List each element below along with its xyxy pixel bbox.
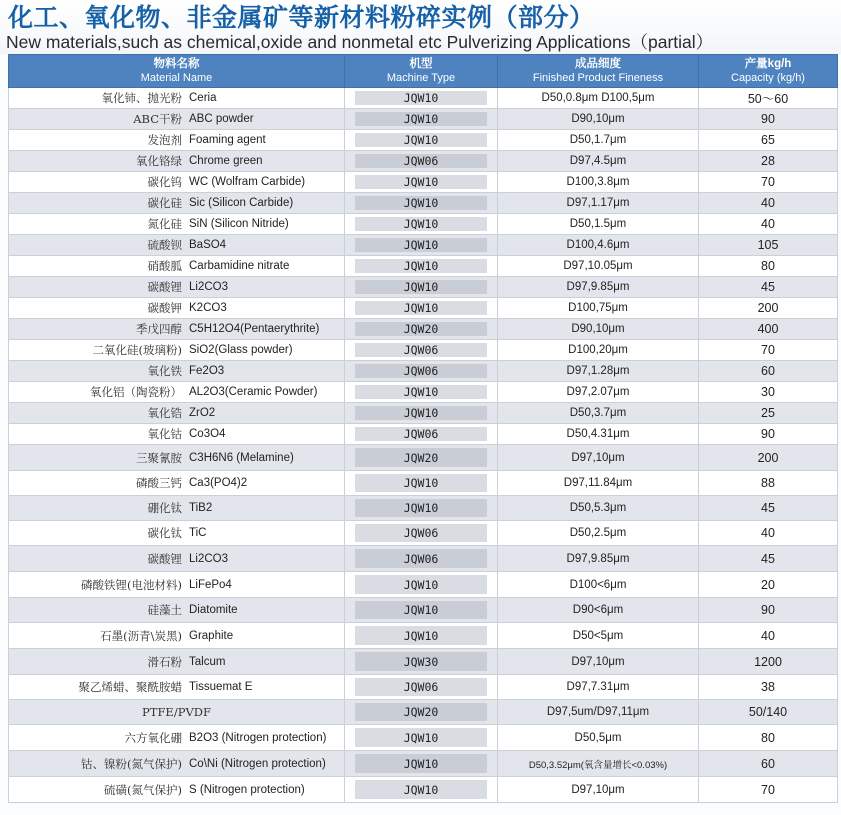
table-row <box>9 214 838 235</box>
table-row <box>9 546 838 572</box>
header-material-en: Material Name <box>140 72 213 84</box>
cell-capacity: 1200 <box>699 649 838 675</box>
table-row <box>9 109 838 130</box>
cell-fineness: D97,10μm <box>498 777 699 803</box>
machine-type-value: JQW06 <box>403 154 439 168</box>
cell-material <box>9 319 345 340</box>
machine-type-value: JQW10 <box>403 133 439 147</box>
header-capacity-cn: 产量kg/h <box>744 58 792 70</box>
machine-type-value: JQW06 <box>403 551 439 566</box>
material-name-cn: 氧化铁 <box>147 364 182 378</box>
material-name-cn: PTFE/PVDF <box>142 705 211 719</box>
cell-material <box>9 256 345 277</box>
cell-material <box>9 151 345 172</box>
cell-fineness: D50,0.8μm D100,5μm <box>498 88 699 109</box>
header-machine-cn: 机型 <box>409 58 433 70</box>
table-row <box>9 598 838 623</box>
machine-type-value: JQW20 <box>403 322 439 336</box>
material-name-cn: 磷酸铁锂(电池材料) <box>81 577 182 592</box>
table-header-row <box>9 55 838 88</box>
table-row <box>9 256 838 277</box>
table-row <box>9 340 838 361</box>
header-fineness <box>498 55 699 88</box>
cell-capacity: 90 <box>699 424 838 445</box>
machine-type-value: JQW10 <box>403 196 439 210</box>
table-row <box>9 424 838 445</box>
table-row <box>9 725 838 751</box>
cell-fineness: D97,9.85μm <box>498 277 699 298</box>
table-row <box>9 751 838 777</box>
cell-machine-type <box>345 649 498 675</box>
cell-material <box>9 403 345 424</box>
material-name-cn: 碳化钨 <box>147 175 182 189</box>
material-name-cn: 氧化铝（陶瓷粉） <box>90 385 182 399</box>
table-row <box>9 445 838 471</box>
machine-type-value: JQW10 <box>403 501 439 515</box>
cell-capacity: 40 <box>699 521 838 546</box>
table-row <box>9 572 838 598</box>
cell-machine-type <box>345 572 498 598</box>
cell-capacity: 105 <box>699 235 838 256</box>
material-name-en: TiC <box>189 527 207 539</box>
table-body <box>9 88 838 803</box>
table-row <box>9 88 838 109</box>
table-row <box>9 471 838 496</box>
cell-machine-type <box>345 777 498 803</box>
cell-material <box>9 725 345 751</box>
material-name-en: ZrO2 <box>189 407 216 419</box>
cell-fineness: D50<5μm <box>498 623 699 649</box>
cell-fineness: D97,1.28μm <box>498 361 699 382</box>
material-name-en: Chrome green <box>189 155 263 167</box>
cell-machine-type <box>345 424 498 445</box>
cell-capacity: 88 <box>699 471 838 496</box>
cell-machine-type <box>345 598 498 623</box>
cell-fineness: D97,10μm <box>498 445 699 471</box>
cell-capacity: 50～60 <box>699 88 838 109</box>
cell-fineness: D50,5.3μm <box>498 496 699 521</box>
machine-type-value: JQW10 <box>403 112 439 126</box>
table-row <box>9 777 838 803</box>
material-name-cn: 硫酸钡 <box>147 238 182 252</box>
material-name-en: Co\Ni (Nitrogen protection) <box>189 757 326 770</box>
cell-capacity: 38 <box>699 675 838 700</box>
cell-machine-type <box>345 382 498 403</box>
material-name-en: C3H6N6 (Melamine) <box>189 451 294 464</box>
material-name-en: ABC powder <box>189 113 254 125</box>
material-name-cn: 硼化钛 <box>147 501 182 515</box>
material-name-en: WC (Wolfram Carbide) <box>189 176 306 188</box>
table-row <box>9 172 838 193</box>
cell-fineness: D100,3.8μm <box>498 172 699 193</box>
material-name-en: Ceria <box>189 92 217 104</box>
material-name-en: Sic (Silicon Carbide) <box>189 197 294 209</box>
cell-material <box>9 623 345 649</box>
material-name-cn: 滑石粉 <box>147 654 182 669</box>
cell-capacity: 200 <box>699 298 838 319</box>
cell-machine-type <box>345 214 498 235</box>
header-capacity <box>699 55 838 88</box>
cell-material <box>9 572 345 598</box>
cell-fineness: D50,4.31μm <box>498 424 699 445</box>
cell-material <box>9 751 345 777</box>
cell-capacity: 20 <box>699 572 838 598</box>
cell-capacity: 200 <box>699 445 838 471</box>
table-row <box>9 382 838 403</box>
applications-table <box>8 54 838 803</box>
page-subtitle: New materials,such as chemical,oxide and nonmetal etc Pulverizing Applications（partial） <box>6 32 714 52</box>
cell-material <box>9 382 345 403</box>
material-name-en: Carbamidine nitrate <box>189 260 290 272</box>
cell-machine-type <box>345 623 498 649</box>
cell-machine-type <box>345 88 498 109</box>
cell-machine-type <box>345 193 498 214</box>
table-row <box>9 277 838 298</box>
machine-type-value: JQW06 <box>403 427 439 441</box>
material-name-cn: 氧化锆 <box>147 406 182 420</box>
cell-material <box>9 235 345 256</box>
cell-material <box>9 340 345 361</box>
material-name-cn: 磷酸三钙 <box>136 476 182 490</box>
material-name-cn: ABC干粉 <box>133 112 182 126</box>
material-name-cn: 碳酸锂 <box>147 551 182 566</box>
cell-capacity: 80 <box>699 725 838 751</box>
table-row <box>9 193 838 214</box>
material-name-cn: 硝酸胍 <box>147 259 182 273</box>
header-material-cn: 物料名称 <box>153 58 200 70</box>
material-name-cn: 碳化钛 <box>147 526 182 540</box>
cell-fineness: D50,3.52μm(氧含量增长<0.03%) <box>498 751 699 777</box>
cell-machine-type <box>345 319 498 340</box>
material-name-cn: 钴、镍粉(氮气保护) <box>81 756 182 771</box>
machine-type-value: JQW10 <box>403 217 439 231</box>
cell-machine-type <box>345 298 498 319</box>
machine-type-value: JQW10 <box>403 476 439 490</box>
machine-type-value: JQW10 <box>403 406 439 420</box>
cell-machine-type <box>345 151 498 172</box>
material-name-en: BaSO4 <box>189 239 227 251</box>
machine-type-value: JQW06 <box>403 526 439 540</box>
header-fineness-cn: 成品细度 <box>575 58 621 70</box>
material-name-cn: 氮化硅 <box>147 217 182 231</box>
cell-material <box>9 361 345 382</box>
cell-fineness: D97,9.85μm <box>498 546 699 572</box>
material-name-cn: 碳化硅 <box>147 196 182 210</box>
material-name-en: AL2O3(Ceramic Powder) <box>189 386 318 398</box>
cell-material <box>9 172 345 193</box>
material-name-en: K2CO3 <box>189 302 227 314</box>
cell-material <box>9 277 345 298</box>
page-header <box>0 0 841 54</box>
page-title: 化工、氧化物、非金属矿等新材料粉碎实例（部分） <box>8 3 595 32</box>
table-row <box>9 298 838 319</box>
cell-material <box>9 546 345 572</box>
cell-capacity: 70 <box>699 340 838 361</box>
machine-type-value: JQW10 <box>403 175 439 189</box>
cell-fineness: D97,10μm <box>498 649 699 675</box>
cell-fineness: D97,11.84μm <box>498 471 699 496</box>
material-name-cn: 聚乙烯蜡、聚酰胺蜡 <box>78 680 182 694</box>
material-name-cn: 三聚氰胺 <box>136 450 182 465</box>
cell-machine-type <box>345 277 498 298</box>
header-machine-en: Machine Type <box>386 72 456 84</box>
cell-capacity: 90 <box>699 598 838 623</box>
cell-capacity: 30 <box>699 382 838 403</box>
material-name-en: LiFePo4 <box>189 578 232 591</box>
machine-type-value: JQW06 <box>403 680 439 694</box>
cell-fineness: D90,10μm <box>498 319 699 340</box>
machine-type-value: JQW10 <box>403 385 439 399</box>
machine-type-value: JQW10 <box>403 628 439 643</box>
machine-type-value: JQW10 <box>403 756 439 771</box>
machine-type-value: JQW10 <box>403 577 439 592</box>
cell-fineness: D50,1.5μm <box>498 214 699 235</box>
cell-material <box>9 130 345 151</box>
cell-fineness: D97,5um/D97,11μm <box>498 700 699 725</box>
cell-material <box>9 214 345 235</box>
material-name-cn: 季戊四醇 <box>136 322 182 336</box>
cell-fineness: D50,2.5μm <box>498 521 699 546</box>
cell-capacity: 60 <box>699 751 838 777</box>
cell-material <box>9 193 345 214</box>
machine-type-value: JQW10 <box>403 238 439 252</box>
cell-material <box>9 777 345 803</box>
material-name-cn: 碳酸锂 <box>147 280 182 294</box>
cell-material <box>9 700 345 725</box>
table-row <box>9 235 838 256</box>
machine-type-value: JQW10 <box>403 259 439 273</box>
machine-type-value: JQW10 <box>403 782 439 797</box>
cell-material <box>9 496 345 521</box>
cell-machine-type <box>345 725 498 751</box>
cell-machine-type <box>345 445 498 471</box>
material-name-cn: 氧化铬绿 <box>136 154 182 168</box>
cell-capacity: 45 <box>699 277 838 298</box>
cell-machine-type <box>345 700 498 725</box>
cell-material <box>9 649 345 675</box>
material-name-en: Foaming agent <box>189 134 266 146</box>
cell-machine-type <box>345 471 498 496</box>
material-name-en: SiO2(Glass powder) <box>189 344 293 356</box>
cell-machine-type <box>345 172 498 193</box>
cell-material <box>9 675 345 700</box>
machine-type-value: JQW20 <box>403 705 439 719</box>
cell-capacity: 400 <box>699 319 838 340</box>
material-name-en: Li2CO3 <box>189 281 228 293</box>
cell-machine-type <box>345 361 498 382</box>
cell-machine-type <box>345 546 498 572</box>
material-name-en: Graphite <box>189 629 234 642</box>
cell-fineness: D50,1.7μm <box>498 130 699 151</box>
material-name-cn: 氧化铈、抛光粉 <box>101 91 182 105</box>
cell-material <box>9 298 345 319</box>
header-capacity-en: Capacity (kg/h) <box>731 72 805 84</box>
cell-machine-type <box>345 256 498 277</box>
cell-material <box>9 598 345 623</box>
cell-material <box>9 521 345 546</box>
cell-fineness: D50,3.7μm <box>498 403 699 424</box>
machine-type-value: JQW10 <box>403 730 439 745</box>
material-name-en: Li2CO3 <box>189 552 228 565</box>
cell-machine-type <box>345 403 498 424</box>
cell-fineness: D100,20μm <box>498 340 699 361</box>
machine-type-value: JQW20 <box>403 450 439 465</box>
cell-capacity: 40 <box>699 623 838 649</box>
table-row <box>9 496 838 521</box>
cell-capacity: 40 <box>699 193 838 214</box>
table-row <box>9 649 838 675</box>
material-name-en: C5H12O4(Pentaerythrite) <box>189 323 320 335</box>
cell-fineness: D97,4.5μm <box>498 151 699 172</box>
cell-fineness: D100<6μm <box>498 572 699 598</box>
cell-capacity: 80 <box>699 256 838 277</box>
material-name-cn: 二氧化硅(玻璃粉) <box>92 343 182 357</box>
cell-fineness: D90<6μm <box>498 598 699 623</box>
cell-machine-type <box>345 751 498 777</box>
cell-capacity: 45 <box>699 546 838 572</box>
material-name-en: TiB2 <box>189 502 213 514</box>
machine-type-value: JQW10 <box>403 603 439 617</box>
material-name-cn: 发泡剂 <box>147 133 182 147</box>
cell-material <box>9 424 345 445</box>
machine-type-value: JQW30 <box>403 654 439 669</box>
cell-fineness: D97,10.05μm <box>498 256 699 277</box>
cell-capacity: 25 <box>699 403 838 424</box>
cell-material <box>9 445 345 471</box>
material-name-cn: 氧化钴 <box>147 427 182 441</box>
cell-fineness: D90,10μm <box>498 109 699 130</box>
cell-fineness: D97,2.07μm <box>498 382 699 403</box>
cell-capacity: 50/140 <box>699 700 838 725</box>
cell-machine-type <box>345 521 498 546</box>
cell-machine-type <box>345 235 498 256</box>
material-name-cn: 石墨(沥青\炭黑) <box>100 628 182 643</box>
table-row <box>9 361 838 382</box>
machine-type-value: JQW10 <box>403 280 439 294</box>
machine-type-value: JQW06 <box>403 343 439 357</box>
material-name-en: Talcum <box>189 655 226 668</box>
material-name-en: B2O3 (Nitrogen protection) <box>189 731 327 744</box>
table-row <box>9 151 838 172</box>
table-row <box>9 521 838 546</box>
material-name-en: S (Nitrogen protection) <box>189 783 305 796</box>
material-name-cn: 硫磺(氮气保护) <box>104 782 182 797</box>
header-machine <box>345 55 498 88</box>
material-name-en: Ca3(PO4)2 <box>189 477 248 489</box>
cell-fineness: D100,75μm <box>498 298 699 319</box>
table-row <box>9 623 838 649</box>
cell-machine-type <box>345 130 498 151</box>
machine-type-value: JQW10 <box>403 91 439 105</box>
material-name-cn: 六方氧化硼 <box>124 730 182 745</box>
table-row <box>9 700 838 725</box>
cell-material <box>9 471 345 496</box>
machine-type-value: JQW06 <box>403 364 439 378</box>
cell-fineness: D100,4.6μm <box>498 235 699 256</box>
cell-machine-type <box>345 340 498 361</box>
machine-type-value: JQW10 <box>403 301 439 315</box>
material-name-en: Fe2O3 <box>189 365 225 377</box>
table-row <box>9 130 838 151</box>
cell-capacity: 65 <box>699 130 838 151</box>
cell-material <box>9 109 345 130</box>
material-name-en: Tissuemat E <box>189 681 253 693</box>
table-row <box>9 675 838 700</box>
table-row <box>9 319 838 340</box>
material-name-en: Co3O4 <box>189 428 226 440</box>
cell-fineness: D50,5μm <box>498 725 699 751</box>
cell-capacity: 45 <box>699 496 838 521</box>
cell-material <box>9 88 345 109</box>
cell-fineness: D97,7.31μm <box>498 675 699 700</box>
material-name-cn: 碳酸钾 <box>147 301 182 315</box>
material-name-cn: 硅藻土 <box>147 603 182 617</box>
cell-capacity: 60 <box>699 361 838 382</box>
cell-capacity: 90 <box>699 109 838 130</box>
material-name-en: Diatomite <box>189 604 238 616</box>
cell-capacity: 40 <box>699 214 838 235</box>
header-material <box>9 55 345 88</box>
cell-capacity: 70 <box>699 777 838 803</box>
cell-fineness: D97,1.17μm <box>498 193 699 214</box>
header-fineness-en: Finished Product Fineness <box>532 72 664 84</box>
cell-machine-type <box>345 109 498 130</box>
cell-machine-type <box>345 675 498 700</box>
table-row <box>9 403 838 424</box>
cell-capacity: 70 <box>699 172 838 193</box>
cell-capacity: 28 <box>699 151 838 172</box>
material-name-en: SiN (Silicon Nitride) <box>189 218 289 230</box>
cell-machine-type <box>345 496 498 521</box>
